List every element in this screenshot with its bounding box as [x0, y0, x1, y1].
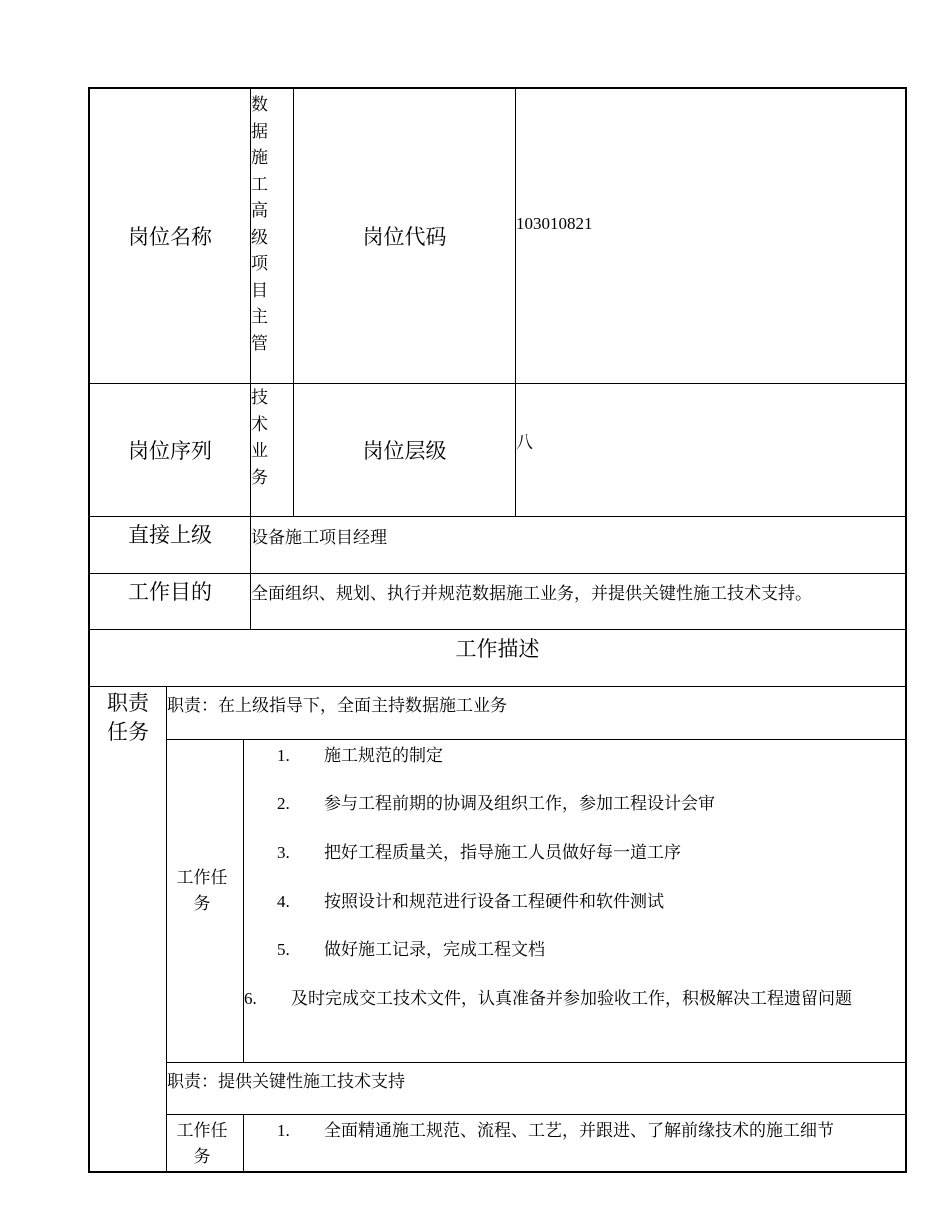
task-number: 2. — [277, 794, 290, 813]
duty-title-1: 职责：在上级指导下，全面主持数据施工业务 — [167, 696, 507, 715]
task-text: 施工规范的制定 — [324, 746, 443, 765]
task-item — [277, 841, 681, 865]
task-text: 按照设计和规范进行设备工程硬件和软件测试 — [324, 892, 664, 911]
superior-label: 直接上级 — [128, 523, 212, 547]
purpose-value: 全面组织、规划、执行并规范数据施工业务，并提供关键性施工技术支持。 — [251, 584, 812, 603]
task-number: 1. — [277, 746, 290, 765]
task-number: 5. — [277, 940, 290, 959]
duty-label: 职责任务 — [107, 691, 149, 744]
duty-title-2: 职责：提供关键性施工技术支持 — [167, 1072, 405, 1091]
task-item — [277, 1119, 834, 1143]
task-number: 1. — [277, 1121, 290, 1140]
job-code-value: 103010821 — [516, 214, 593, 233]
job-sequence-label: 岗位序列 — [128, 439, 212, 463]
job-level-value: 八 — [516, 433, 533, 452]
task-text: 及时完成交工技术文件，认真准备并参加验收工作，积极解决工程遗留问题 — [291, 989, 852, 1008]
task-number: 6. — [244, 989, 257, 1008]
task-label-1: 工作任务 — [176, 868, 228, 913]
task-text: 把好工程质量关，指导施工人员做好每一道工序 — [324, 843, 681, 862]
job-code-label: 岗位代码 — [362, 225, 447, 249]
task-label-2: 工作任务 — [176, 1121, 228, 1166]
task-item — [277, 744, 443, 768]
job-name-label: 岗位名称 — [128, 225, 212, 249]
job-name-value: 数据施工高级项目主管 — [251, 95, 268, 353]
work-description-title: 工作描述 — [455, 637, 540, 661]
task-text: 参与工程前期的协调及组织工作，参加工程设计会审 — [324, 794, 715, 813]
job-level-label: 岗位层级 — [362, 439, 447, 463]
task-text: 做好施工记录，完成工程文档 — [324, 940, 545, 959]
task-item — [277, 792, 715, 816]
task-text: 全面精通施工规范、流程、工艺，并跟进、了解前缘技术的施工细节 — [324, 1121, 834, 1140]
job-sequence-value: 技术业务 — [251, 388, 268, 487]
task-item — [244, 987, 894, 1011]
task-item — [277, 938, 545, 962]
task-item — [277, 890, 664, 914]
task-number: 4. — [277, 892, 290, 911]
purpose-label: 工作目的 — [128, 580, 212, 604]
superior-value: 设备施工项目经理 — [251, 528, 387, 547]
task-number: 3. — [277, 843, 290, 862]
